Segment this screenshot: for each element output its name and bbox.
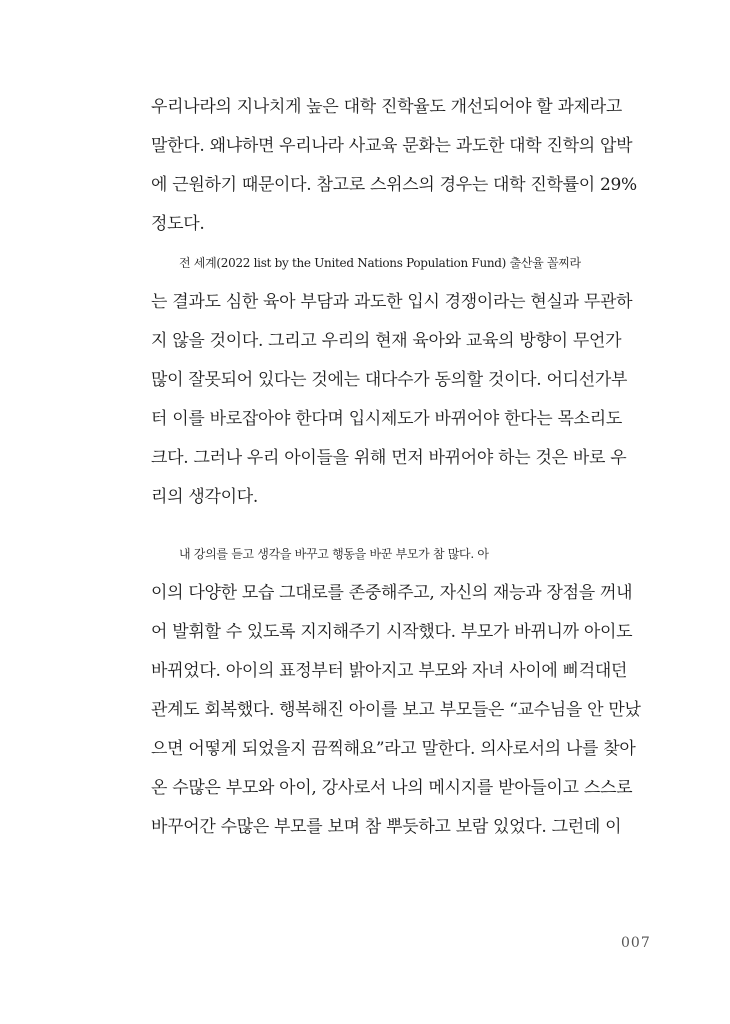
body-text-line: 어 발휘할 수 있도록 지지해주기 시작했다. 부모가 바뀌니까 아이도	[151, 622, 633, 642]
body-text-line: 전 세계(2022 list by the United Nations Population Fund) 출산율 꼴찌라	[179, 256, 581, 270]
body-text-line: 바뀌었다. 아이의 표정부터 밝아지고 부모와 자녀 사이에 삐걱대던	[151, 661, 628, 681]
body-text-line: 정도다.	[151, 214, 205, 234]
body-text-line: 말한다. 왜냐하면 우리나라 사교육 문화는 과도한 대학 진학의 압박	[151, 136, 633, 156]
body-text-line: 관계도 회복했다. 행복해진 아이를 보고 부모들은 “교수님을 안 만났	[151, 700, 641, 720]
body-text-line: 지 않을 것이다. 그리고 우리의 현재 육아와 교육의 방향이 무언가	[151, 331, 622, 351]
body-text-line: 우리나라의 지나치게 높은 대학 진학율도 개선되어야 할 과제라고	[151, 97, 623, 117]
body-text-line: 온 수많은 부모와 아이, 강사로서 나의 메시지를 받아들이고 스스로	[151, 778, 633, 798]
body-text-line: 많이 잘못되어 있다는 것에는 대다수가 동의할 것이다. 어디선가부	[151, 370, 628, 390]
body-text-line: 에 근원하기 때문이다. 참고로 스위스의 경우는 대학 진학률이 29%	[151, 175, 637, 195]
page-number: 007	[621, 935, 651, 951]
body-text-line: 바꾸어간 수많은 부모를 보며 참 뿌듯하고 보람 있었다. 그런데 이	[151, 817, 622, 837]
body-text-line: 으면 어떻게 되었을지 끔찍해요”라고 말한다. 의사로서의 나를 찾아	[151, 739, 636, 759]
body-text-line: 리의 생각이다.	[151, 487, 258, 507]
body-text-line: 터 이를 바로잡아야 한다며 입시제도가 바뀌어야 한다는 목소리도	[151, 409, 623, 429]
body-text-line: 크다. 그러나 우리 아이들을 위해 먼저 바뀌어야 하는 것은 바로 우	[151, 448, 627, 468]
body-text-line: 내 강의를 듣고 생각을 바꾸고 행동을 바꾼 부모가 참 많다. 아	[179, 547, 489, 561]
body-text-line: 이의 다양한 모습 그대로를 존중해주고, 자신의 재능과 장점을 꺼내	[151, 583, 633, 603]
body-text-line: 는 결과도 심한 육아 부담과 과도한 입시 경쟁이라는 현실과 무관하	[151, 292, 633, 312]
